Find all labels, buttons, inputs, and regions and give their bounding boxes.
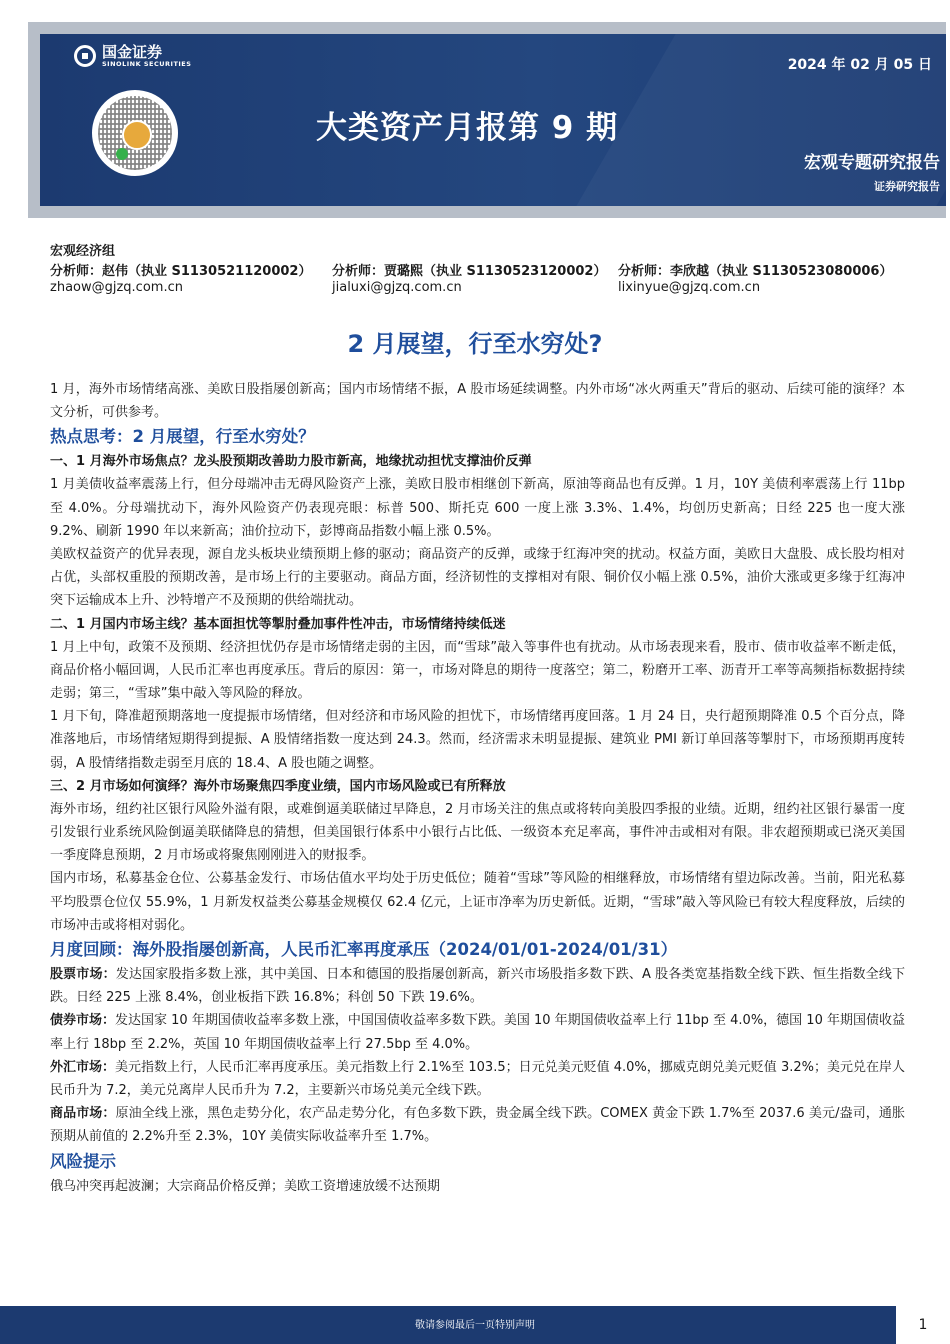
- paragraph: 国内市场，私募基金仓位、公募基金发行、市场估值水平均处于历史低位；随着“雪球”等风险的相继释放，市场情绪有望边际改善。当前，阳光私募平均股票仓位仅 55.9%，1 月新发权益类公募基金规模仅 62.4 亿元，上证市净率为历史新低。近期，“雪球”敲入等风险已有较大程度释放，后续的市场冲击或将相对弱化。: [50, 871, 905, 933]
- report-title: 大类资产月报第 9 期: [316, 110, 619, 146]
- commodity-market-label: 商品市场：: [50, 1106, 116, 1122]
- subsection-heading: 三、2 月市场如何演绎？海外市场聚焦四季度业绩，国内市场风险或已有所释放: [50, 778, 506, 794]
- report-date: 2024 年 02 月 05 日: [787, 57, 932, 73]
- paragraph: 1 月上中旬，政策不及预期、经济担忧仍存是市场情绪走弱的主因，而“雪球”敲入等事件也有扰动。从市场表现来看，股市、债市收益率不断走低，商品价格小幅回调，人民币汇率也再度承压。背后的原因：第一，市场对降息的期待一度落空；第二，粉磨开工率、沥青开工率等高频指标数据持续走弱；第三，“雪球”集中敲入等风险的释放。: [50, 639, 905, 702]
- section-heading: 月度回顾：海外股指屡创新高，人民币汇率再度承压（2024/01/01-2024/01/31）: [50, 940, 678, 960]
- subsection-heading: 二、1 月国内市场主线？基本面担忧等掣肘叠加事件性冲击，市场情绪持续低迷: [50, 616, 506, 632]
- analyst-email: zhaow@gjzq.com.cn: [50, 280, 183, 295]
- research-group: 宏观经济组: [50, 244, 116, 259]
- bond-market-label: 债券市场：: [50, 1013, 116, 1029]
- analyst-block: [50, 240, 920, 300]
- fx-market-paragraph: [50, 1056, 905, 1102]
- section-heading: 热点思考：2 月展望，行至水穷处？: [50, 427, 315, 447]
- analyst-email: jialuxi@gjzq.com.cn: [332, 280, 462, 295]
- paragraph: 美欧权益资产的优异表现，源自龙头板块业绩预期上修的驱动；商品资产的反弹，或缘于红海冲突的扰动。权益方面，美欧日大盘股、成长股均相对占优，头部权重股的预期改善，是市场上行的主要驱动。商品方面，经济韧性的支撑相对有限、铜价仅小幅上涨 0.5%，油价大涨或更多缘于红海冲突下运输成本上升、沙特增产不及预期的供给端扰动。: [50, 547, 905, 609]
- risk-text: 俄乌冲突再起波澜；大宗商品价格反弹；美欧工资增速放缓不达预期: [50, 1178, 441, 1194]
- risk-heading: 风险提示: [50, 1151, 116, 1171]
- fx-market-label: 外汇市场：: [50, 1059, 116, 1075]
- paragraph: 1 月美债收益率震荡上行，但分母端冲击无碍风险资产上涨，美欧日股市相继创下新高，原油等商品也有反弹。1 月，10Y 美债利率震荡上行 11bp 至 4.0%。分母端扰动下，海外风险资产仍表现亮眼：标普 500、斯托克 600 一度上涨 3.3%、1.4%，均创历史新高；日经 225 也一度大涨 9.2%、刷新 1990 年以来新高；油价拉动下，彭博商品指数小幅上涨 0.5%。: [50, 477, 905, 539]
- analyst-email: lixinyue@gjzq.com.cn: [618, 280, 761, 295]
- stock-market-text: 发达国家股指多数上涨，其中美国、日本和德国的股指屡创新高，新兴市场股指多数下跌、A 股各类宽基指数全线下跌、恒生指数全线下跌。日经 225 上涨 8.4%，创业板指下跌 16.8%；科创 50 下跌 19.6%。: [50, 967, 905, 1006]
- stock-market-paragraph: [50, 963, 905, 1009]
- stock-market-label: 股票市场：: [50, 967, 116, 983]
- commodity-market-paragraph: [50, 1102, 905, 1148]
- paragraph: 海外市场，纽约社区银行风险外溢有限，或难倒逼美联储过早降息，2 月市场关注的焦点或将转向美股四季报的业绩。近期，纽约社区银行暴雷一度引发银行业系统风险倒逼美联储降息的猜想，但美国银行体系中小银行占比低、一级资本充足率高，事件冲击或相对有限。非农超预期或已浇灭美国一季度降息预期，2 月市场或将聚焦刚刚进入的财报季。: [50, 801, 905, 864]
- analyst-names: [50, 260, 920, 280]
- bond-market-text: 发达国家 10 年期国债收益率多数上涨，中国国债收益率多数下跌。美国 10 年期国债收益率上行 11bp 至 4.0%，德国 10 年期国债收益率上行 18bp 至 2.2%，英国 10 年期国债收益率上行 27.5bp 至 4.0%。: [50, 1013, 905, 1052]
- commodity-market-text: 原油全线上涨，黑色走势分化，农产品走势分化，有色多数下跌，贵金属全线下跌。COMEX 黄金下跌 1.7%至 2037.6 美元/盎司，通胀预期从前值的 2.2%升至 2.3%，10Y 美债实际收益率升至 1.7%。: [50, 1106, 905, 1145]
- qr-center-logo-icon: [122, 120, 152, 150]
- report-subtype: 证券研究报告: [874, 180, 940, 193]
- paragraph: 1 月下旬，降准超预期落地一度提振市场情绪，但对经济和市场风险的担忧下，市场情绪再度回落。1 月 24 日，央行超预期降准 0.5 个百分点，降准落地后，市场情绪短期得到提振、A 股情绪指数一度达到 24.3。然而，经济需求未明显提振、建筑业 PMI 新订单回落等掣肘下，市场预期再度转弱，A 股情绪指数走弱至月底的 18.4、A 股也随之调整。: [50, 709, 905, 771]
- analyst-name: 分析师：李欣越（执业 S1130523080006）: [618, 264, 893, 279]
- page-number: 1: [896, 1306, 950, 1344]
- company-logo: [74, 44, 191, 68]
- analyst-name: 分析师：赵伟（执业 S1130521120002）: [50, 264, 312, 279]
- bond-market-paragraph: [50, 1009, 905, 1055]
- analyst-emails: [50, 280, 920, 300]
- article-body: [50, 378, 905, 1198]
- report-type: 宏观专题研究报告: [804, 153, 940, 173]
- subsection-heading: 一、1 月海外市场焦点？龙头股预期改善助力股市新高，地缘扰动担忧支撑油价反弹: [50, 454, 532, 470]
- logo-name-en: SINOLINK SECURITIES: [102, 60, 192, 68]
- article-title: 2 月展望，行至水穷处?: [347, 330, 603, 358]
- logo-icon: [74, 45, 96, 67]
- footer-disclaimer: 敬请参阅最后一页特别声明: [415, 1320, 535, 1331]
- wechat-badge-icon: [116, 148, 128, 160]
- analyst-name: 分析师：贾璐熙（执业 S1130523120002）: [332, 264, 607, 279]
- qr-code-icon: [92, 90, 178, 176]
- logo-name-cn: 国金证券: [102, 43, 163, 61]
- fx-market-text: 美元指数上行，人民币汇率再度承压。美元指数上行 2.1%至 103.5；日元兑美元贬值 4.0%，挪威克朗兑美元贬值 3.2%；美元兑在岸人民币升为 7.2，美元兑离岸人民币升为 7.2，主要新兴市场兑美元全线下跌。: [50, 1059, 905, 1099]
- intro-paragraph: 1 月，海外市场情绪高涨、美欧日股指屡创新高；国内市场情绪不振，A 股市场延续调整。内外市场“冰火两重天”背后的驱动、后续可能的演绎？本文分析，可供参考。: [50, 382, 905, 421]
- report-header: [40, 34, 946, 206]
